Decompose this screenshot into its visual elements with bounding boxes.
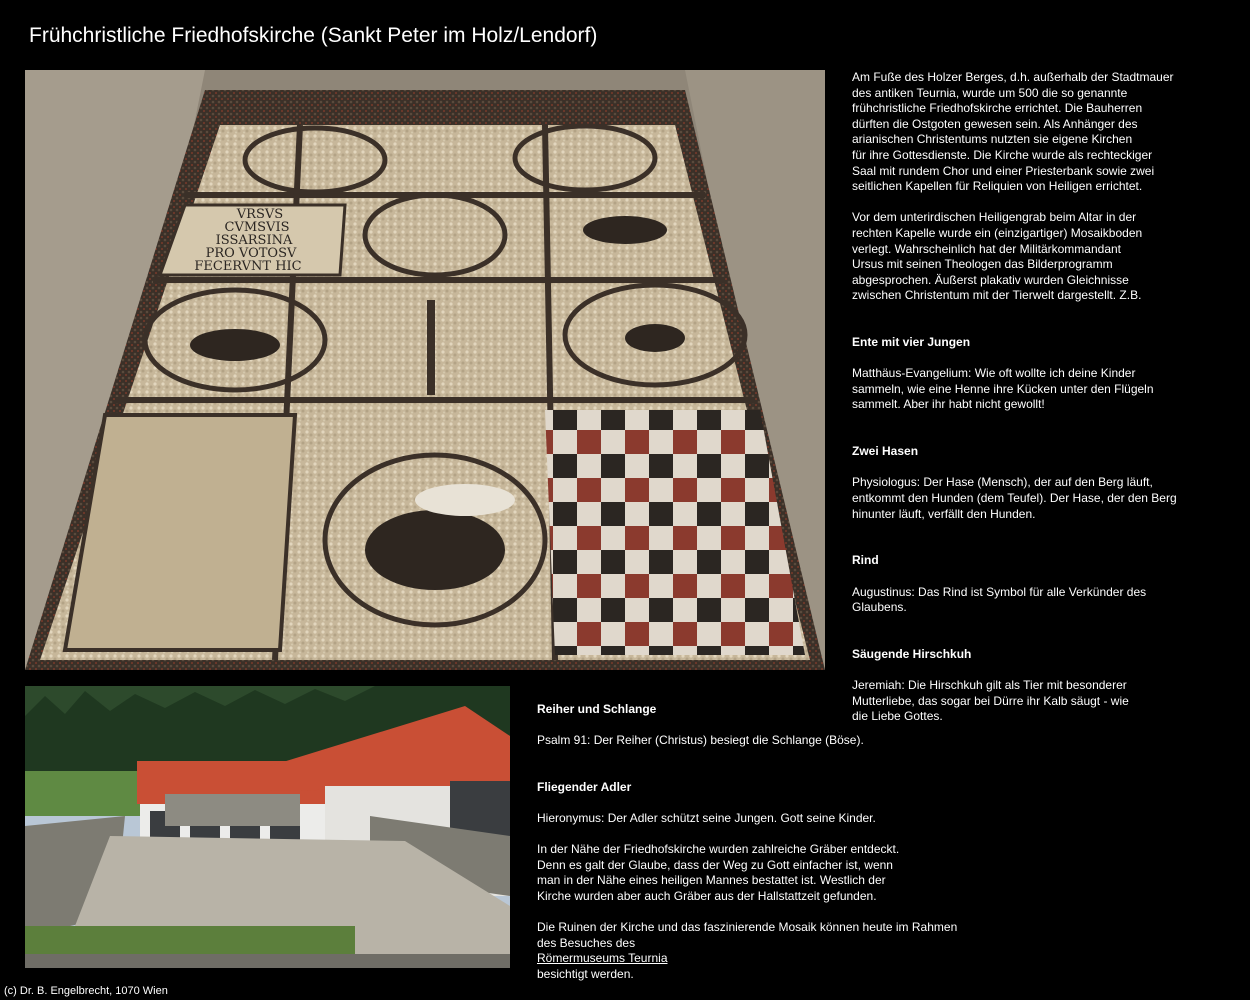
section-heading: Fliegender Adler <box>537 779 632 794</box>
inscription-line: ISSARSINA <box>215 233 293 248</box>
section-body: Physiologus: Der Hase (Mensch), der auf den Berg läuft, entkommt den Hunden (dem Teufel). Der Hase, der den Berg hinunter läuft, verfällt den Hunden. <box>852 475 1177 521</box>
section-body: Psalm 91: Der Reiher (Christus) besiegt die Schlange (Böse). <box>537 732 864 747</box>
closing-text-before: Die Ruinen der Kirche und das faszinierende Mosaik können heute im Rahmen des Besuches des <box>537 919 958 950</box>
section-cattle <box>852 538 1192 616</box>
section-heading: Reiher und Schlange <box>537 701 657 716</box>
right-text-column <box>852 70 1192 741</box>
intro-paragraph: Am Fuße des Holzer Berges, d.h. außerhalb der Stadtmauer des antiken Teurnia, wurde um 500 die so genannte frühchristliche Friedhofskirche errichtet. Die Bauherren dürften die Ostgoten gewesen sein. Als Anhänger des arianischen Christentums nutzten sie eigene Kirchen für ihre Gottesdienste. Die Kirche wurde als rechteckiger Saal mit rundem Chor und einer Priesterbank sowie zwei seitlichen Kapellen für Reliquien von Heiligen errichtet. <box>852 70 1174 194</box>
section-body: Matthäus-Evangelium: Wie oft wollte ich deine Kinder sammeln, wie eine Henne ihre Kücken unter den Flügeln sammelt. Aber ihr habt nicht gewollt! <box>852 366 1154 412</box>
closing-paragraph <box>537 920 977 982</box>
inscription-line: PRO VOTOSV <box>205 246 297 261</box>
mosaic-photo <box>25 70 825 670</box>
section-eagle <box>537 764 977 826</box>
closing-text-after: besichtigt werden. <box>537 966 634 981</box>
section-heron <box>537 686 977 748</box>
bottom-text-column <box>537 686 977 998</box>
inscription-line: CVMSVIS <box>224 220 290 235</box>
ruins-photo <box>25 686 510 968</box>
section-body: Augustinus: Das Rind ist Symbol für alle Verkünder des Glaubens. <box>852 584 1147 615</box>
section-heading: Ente mit vier Jungen <box>852 335 971 350</box>
section-heading: Säugende Hirschkuh <box>852 646 972 661</box>
graves-paragraph: In der Nähe der Friedhofskirche wurden zahlreiche Gräber entdeckt. Denn es galt der Glaube, dass der Weg zu Gott einfacher ist, wenn man in der Nähe eines heiligen Mannes bestattet ist. Westlich der Kirche wurden aber auch Gräber aus der Hallstattzeit gefunden. <box>537 841 900 903</box>
inscription-line: FECERVNT HIC <box>194 259 302 274</box>
section-body: Hieronymus: Der Adler schützt seine Jungen. Gott seine Kinder. <box>537 810 876 825</box>
section-heading: Rind <box>852 553 879 568</box>
section-body: Jeremiah: Die Hirschkuh gilt als Tier mit besonderer Mutterliebe, das sogar bei Dürre ihr Kalb säugt - wie die Liebe Gottes. <box>852 678 1129 724</box>
inscription-line: VRSVS <box>236 207 284 222</box>
mosaic-paragraph: Vor dem unterirdischen Heiligengrab beim Altar in der rechten Kapelle wurde ein (einzigartiger) Mosaikboden verlegt. Wahrscheinlich hat der Militärkommandant Ursus mit seinen Theologen das Bilderprogramm abgesprochen. Äußerst plakativ wurden Gleichnisse zwischen Christentum mit der Tierwelt dargestellt. Z.B. <box>852 210 1143 303</box>
museum-link[interactable]: Römermuseums Teurnia <box>537 951 668 966</box>
copyright-footer: (c) Dr. B. Engelbrecht, 1070 Wien <box>4 985 168 997</box>
page-title: Frühchristliche Friedhofskirche (Sankt Peter im Holz/Lendorf) <box>29 24 598 47</box>
section-duck <box>852 320 1192 414</box>
section-hares <box>852 429 1192 523</box>
section-heading: Zwei Hasen <box>852 444 919 459</box>
